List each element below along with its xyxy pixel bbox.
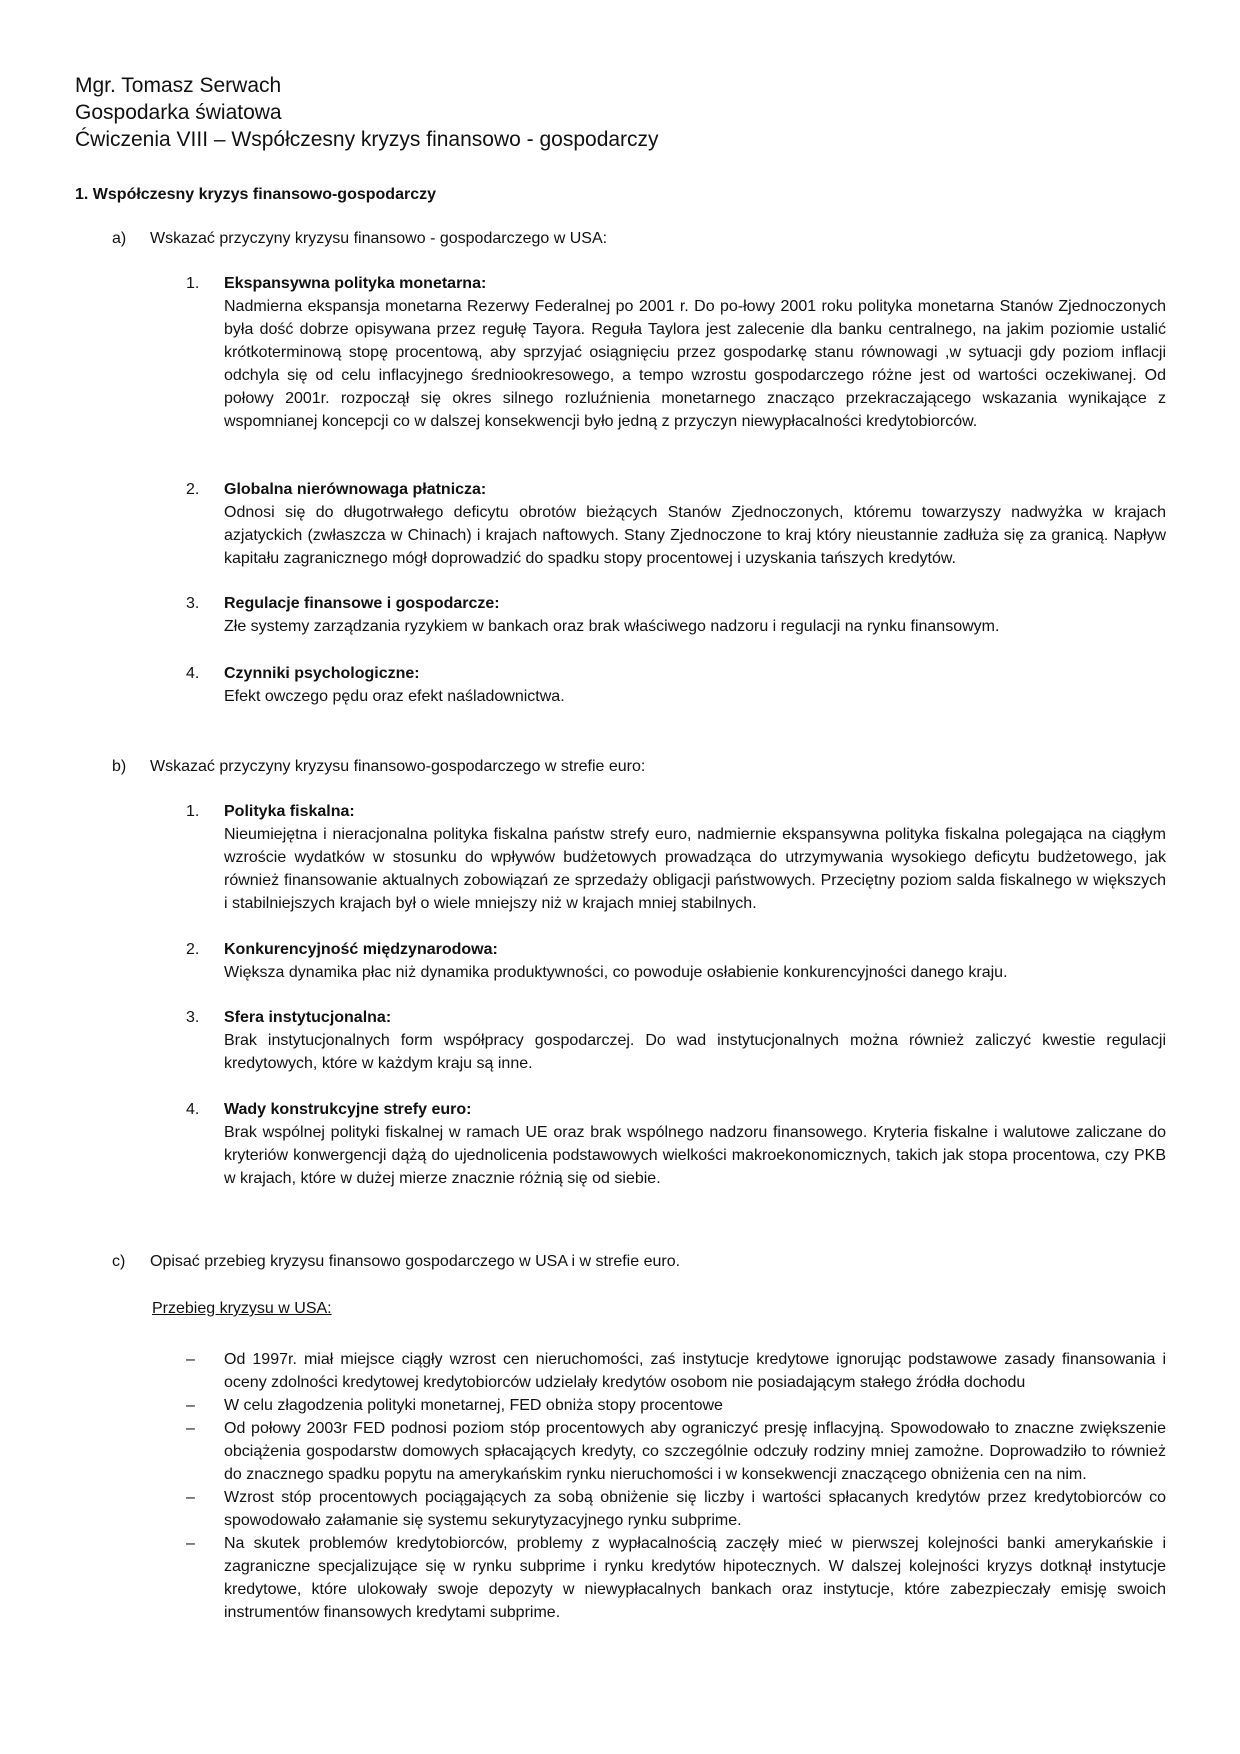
item-body: Złe systemy zarządzania ryzykiem w bankach oraz brak właściwego nadzoru i regulacji na rynku finansowym. [224, 618, 1000, 635]
item-body: Większa dynamika płac niż dynamika produktywności, co powoduje osłabienie konkurencyjności danego kraju. [224, 964, 1008, 981]
subsection-letter: a) [112, 230, 127, 247]
list-item [186, 592, 1166, 638]
item-body: Nadmierna ekspansja monetarna Rezerwy Federalnej po 2001 r. Do po-łowy 2001 roku polityka monetarna Stanów Zjednoczonych była dość dobrze opisywana przez regułę Tayora. Reguła Taylora jest zalecenie dla banku centralnego, na jakim poziomie ustalić krótkoterminową stopę procentową, aby sprzyjać osiągnięciu przez gospodarkę stanu równowagi ,w sytuacji gdy poziom inflacji odchyla się od celu inflacyjnego średniookresowego, a tempo wzrostu gospodarczego różne jest od wartości oczekiwanej. Od połowy 2001r. rozpoczął się okres silnego rozluźnienia monetarnego znacząco przekraczającego wskazania wynikające z wspomnianej koncepcji co w dalszej konsekwencji było jedną z przyczyn niewypłacalności kredytobiorców. [224, 298, 1166, 430]
item-number: 1. [186, 275, 200, 292]
bullet-text: W celu złagodzenia polityki monetarnej, FED obniża stopy procentowe [224, 1397, 723, 1414]
item-body: Brak instytucjonalnych form współpracy gospodarczej. Do wad instytucjonalnych można również zaliczyć kwestie regulacji kredytowych, które w każdym kraju są inne. [224, 1032, 1166, 1072]
bullet-text: Od połowy 2003r FED podnosi poziom stóp procentowych aby ograniczyć presję inflacyjną. Spowodowało to znaczne zwiększenie obciążenia gospodarstw domowych spłacających kredyty, co szczególnie odczuły rodziny mniej zamożne. Doprowadziło to również do znacznego spadku popytu na amerykańskim rynku nieruchomości i w konsekwencji znaczącego obniżenia cen na nim. [224, 1420, 1166, 1483]
item-title: Czynniki psychologiczne: [224, 665, 420, 682]
bullet-dash: – [186, 1420, 195, 1437]
bullet-text: Na skutek problemów kredytobiorców, problemy z wypłacalnością zaczęły mieć w pierwszej kolejności banki amerykańskie i zagraniczne specjalizujące się w rynku subprime i rynku kredytów hipotecznych. W dalszej kolejności kryzys dotknął instytucje kredytowe, które ulokowały swoje depozyty w niewypłacalnych bankach oraz instytucje, które zabezpieczały emisję swoich instrumentów finansowych kredytami subprime. [224, 1535, 1166, 1621]
section-title: 1. Współczesny kryzys finansowo-gospodarczy [75, 186, 436, 203]
list-item [186, 1394, 1166, 1417]
item-title: Wady konstrukcyjne strefy euro: [224, 1101, 472, 1118]
subsection-title: Opisać przebieg kryzysu finansowo gospodarczego w USA i w strefie euro. [150, 1253, 681, 1270]
course-name: Gospodarka światowa [75, 101, 282, 124]
item-title: Ekspansywna polityka monetarna: [224, 275, 487, 292]
list-item [186, 1098, 1166, 1190]
document-header [75, 72, 659, 153]
item-title: Konkurencyjność międzynarodowa: [224, 941, 498, 958]
subsection-title: Wskazać przyczyny kryzysu finansowo - gospodarczego w USA: [150, 230, 608, 247]
item-title: Regulacje finansowe i gospodarcze: [224, 595, 500, 612]
item-body: Nieumiejętna i nieracjonalna polityka fiskalna państw strefy euro, nadmiernie ekspansywna polityka fiskalna polegająca na ciągłym wzroście wydatków w stosunku do wpływów budżetowych prowadząca do utrzymywania wysokiego deficytu budżetowego, jak również finansowanie aktualnych zobowiązań ze sprzedaży obligacji państwowych. Przeciętny poziom salda fiskalnego w większych i stabilniejszych krajach był o wiele mniejszy niż w krajach mniej stabilnych. [224, 826, 1166, 912]
bullet-text: Od 1997r. miał miejsce ciągły wzrost cen nieruchomości, zaś instytucje kredytowe ignorując podstawowe zasady finansowania i oceny zdolności kredytowej kredytobiorców udzielały kredytów osobom nie posiadającym stałego źródła dochodu [224, 1351, 1166, 1391]
subsection-title: Wskazać przyczyny kryzysu finansowo-gospodarczego w strefie euro: [150, 758, 646, 775]
bullet-text: Wzrost stóp procentowych pociągających za sobą obniżenie się liczby i wartości spłacanych kredytów przez kredytobiorców co spowodowało załamanie się systemu sekurytyzacyjnego rynku subprime. [224, 1489, 1166, 1529]
list-item [186, 1006, 1166, 1075]
list-item [186, 1417, 1166, 1486]
list-item [186, 272, 1166, 433]
us-crisis-list [186, 1348, 1166, 1624]
item-title: Sfera instytucjonalna: [224, 1009, 392, 1026]
item-number: 3. [186, 595, 200, 612]
item-title: Polityka fiskalna: [224, 803, 355, 820]
list-item [186, 1486, 1166, 1532]
list-item [186, 1348, 1166, 1394]
list-item [186, 478, 1166, 570]
bullet-dash: – [186, 1535, 195, 1552]
item-body: Brak wspólnej polityki fiskalnej w ramach UE oraz brak wspólnego nadzoru finansowego. Kryteria fiskalne i walutowe zaliczane do kryteriów konwergencji dążą do ujednolicenia podstawowych wielkości makroekonomicznych, takich jak stopa procentowa, czy PKB w krajach, które w dużej mierze znacznie różnią się od siebie. [224, 1124, 1166, 1187]
item-number: 3. [186, 1009, 200, 1026]
item-number: 4. [186, 665, 200, 682]
topic-title: Ćwiczenia VIII – Współczesny kryzys finansowo - gospodarczy [75, 128, 659, 151]
item-number: 1. [186, 803, 200, 820]
subsection-c-heading [112, 1253, 680, 1271]
list-item [186, 662, 1166, 708]
item-body: Efekt owczego pędu oraz efekt naśladownictwa. [224, 688, 565, 705]
item-number: 4. [186, 1101, 200, 1118]
author-name: Mgr. Tomasz Serwach [75, 74, 282, 97]
list-item [186, 938, 1166, 984]
list-item [186, 800, 1166, 915]
list-item [186, 1532, 1166, 1624]
item-title: Globalna nierównowaga płatnicza: [224, 481, 487, 498]
item-number: 2. [186, 481, 200, 498]
subsection-letter: b) [112, 758, 127, 775]
us-crisis-subtitle: Przebieg kryzysu w USA: [152, 1300, 332, 1317]
subsection-a-heading [112, 230, 607, 248]
item-number: 2. [186, 941, 200, 958]
bullet-dash: – [186, 1397, 195, 1414]
subsection-b-heading [112, 758, 645, 776]
bullet-dash: – [186, 1351, 195, 1368]
item-body: Odnosi się do długotrwałego deficytu obrotów bieżących Stanów Zjednoczonych, któremu towarzyszy nadwyżka w krajach azjatyckich (zwłaszcza w Chinach) i krajach naftowych. Stany Zjednoczone to kraj który nieustannie zadłuża się za granicą. Napływ kapitału zagranicznego mógł doprowadzić do spadku stopy procentowej i uzyskania tańszych kredytów. [224, 504, 1166, 567]
subsection-letter: c) [112, 1253, 126, 1270]
bullet-dash: – [186, 1489, 195, 1506]
